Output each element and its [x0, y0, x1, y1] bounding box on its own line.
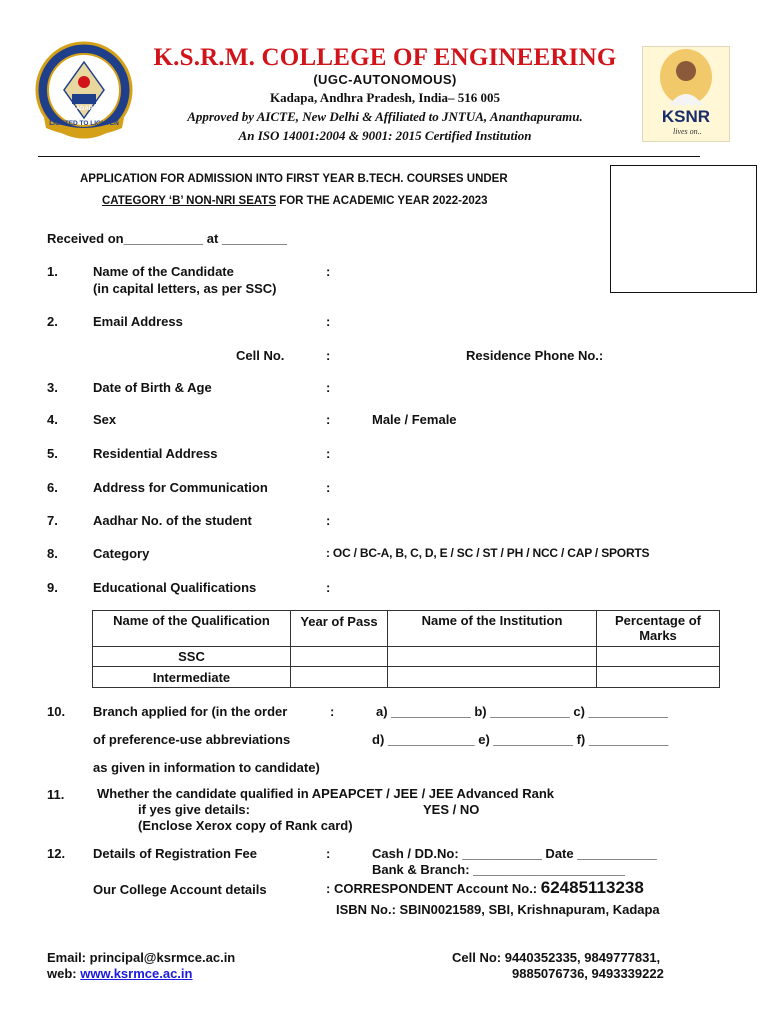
colon: :	[326, 264, 331, 279]
email-label: Email Address	[93, 314, 183, 329]
college-location: Kadapa, Andhra Pradesh, India– 516 005	[269, 90, 501, 105]
category-options[interactable]: : OC / BC-A, B, C, D, E / SC / ST / PH / NCC / CAP / SPORTS	[326, 546, 650, 560]
education-label: Educational Qualifications	[93, 580, 257, 595]
col-institution: Name of the Institution	[388, 611, 597, 647]
web-label: web:	[47, 966, 81, 981]
rank-enclose-note: (Enclose Xerox copy of Rank card)	[138, 818, 353, 833]
field-number: 2.	[47, 314, 58, 329]
founder-logo-tagline: lives on..	[673, 127, 702, 136]
registration-fee-label: Details of Registration Fee	[93, 846, 257, 861]
communication-address-label: Address for Communication	[93, 480, 268, 495]
isbn-details: ISBN No.: SBIN0021589, SBI, Krishnapuram, Kadapa	[336, 902, 660, 917]
rank-details-label: if yes give details:	[138, 802, 250, 817]
category-label: Category	[93, 546, 150, 561]
header-divider	[38, 156, 700, 157]
cell-ssc-year[interactable]	[291, 647, 388, 667]
footer-email: Email: principal@ksrmce.ac.in	[47, 950, 236, 965]
table-row[interactable]	[93, 647, 720, 667]
field-number: 8.	[47, 546, 58, 561]
branch-label-cont2: as given in information to candidate)	[93, 760, 320, 775]
sex-options[interactable]: Male / Female	[372, 412, 457, 427]
colon: :	[326, 380, 331, 395]
col-percentage: Percentage of Marks	[597, 611, 720, 647]
residential-address-label: Residential Address	[93, 446, 218, 461]
colon: :	[326, 513, 331, 528]
field-number: 10.	[47, 704, 66, 719]
fee-payment-field[interactable]: Cash / DD.No: ___________ Date ___________	[372, 846, 657, 861]
certification-line: An ISO 14001:2004 & 9001: 2015 Certified Institution	[238, 128, 532, 143]
colon: :	[326, 412, 331, 427]
qualification-table	[92, 610, 720, 688]
application-title-line1: APPLICATION FOR ADMISSION INTO FIRST YEAR B.TECH. COURSES UNDER	[80, 173, 508, 185]
founder-logo-name: KSNR	[661, 107, 711, 126]
autonomy-status: (UGC-AUTONOMOUS)	[313, 72, 457, 87]
colon: :	[330, 704, 335, 719]
category-seats: CATEGORY ‘B’ NON-NRI SEATS	[102, 195, 277, 207]
field-number: 3.	[47, 380, 58, 395]
field-number: 9.	[47, 580, 58, 595]
rank-question: Whether the candidate qualified in APEAPCET / JEE / JEE Advanced Rank	[97, 786, 555, 801]
footer-cell-line1: Cell No: 9440352335, 9849777831,	[452, 950, 661, 965]
account-details	[326, 878, 644, 898]
table-header-row	[93, 611, 720, 647]
photo-box[interactable]	[610, 165, 757, 293]
dob-age-label: Date of Birth & Age	[93, 380, 212, 395]
candidate-name-hint: (in capital letters, as per SSC)	[93, 281, 277, 296]
account-number: 62485113238	[540, 878, 644, 897]
field-number: 6.	[47, 480, 58, 495]
logo-motto: LIGHTED TO LIGHTEN	[49, 120, 119, 127]
logo-place: KADAPA	[71, 106, 97, 112]
footer-cell-line2: 9885076736, 9493339222	[512, 966, 664, 981]
cell-ssc-percentage[interactable]	[597, 647, 720, 667]
row-intermediate: Intermediate	[93, 667, 291, 688]
field-number: 11.	[47, 787, 65, 802]
rank-yes-no[interactable]: YES / NO	[423, 802, 480, 817]
field-number: 1.	[47, 264, 58, 279]
aadhar-label: Aadhar No. of the student	[93, 513, 252, 528]
received-on-field[interactable]: Received on___________ at _________	[47, 231, 287, 246]
row-ssc: SSC	[93, 647, 291, 667]
col-year-of-pass: Year of Pass	[291, 611, 388, 647]
college-name: K.S.R.M. COLLEGE OF ENGINEERING	[153, 44, 617, 71]
field-number: 5.	[47, 446, 58, 461]
cell-ssc-institution[interactable]	[388, 647, 597, 667]
colon: :	[326, 314, 331, 329]
academic-year: FOR THE ACADEMIC YEAR 2022-2023	[276, 195, 488, 207]
bank-branch-field[interactable]: Bank & Branch: _____________________	[372, 862, 625, 877]
residence-phone-label: Residence Phone No.:	[466, 348, 604, 363]
colon: :	[326, 480, 331, 495]
branch-label-cont: of preference-use abbreviations	[93, 732, 291, 747]
colon: :	[326, 846, 331, 861]
cell-inter-institution[interactable]	[388, 667, 597, 688]
candidate-name-label: Name of the Candidate	[93, 264, 234, 279]
sex-label: Sex	[93, 412, 117, 427]
footer-web	[47, 966, 192, 981]
col-qualification: Name of the Qualification	[93, 611, 291, 647]
field-number: 12.	[47, 846, 66, 861]
colon: :	[326, 348, 331, 363]
account-prefix: : CORRESPONDENT Account No.:	[326, 881, 541, 896]
field-number: 7.	[47, 513, 58, 528]
branch-label: Branch applied for (in the order	[93, 704, 288, 719]
cell-no-label: Cell No.	[236, 348, 285, 363]
account-details-label: Our College Account details	[93, 882, 267, 897]
colon: :	[326, 580, 331, 595]
branch-preferences-abc[interactable]: a) ___________ b) ___________ c) ___________	[376, 704, 669, 719]
colon: :	[326, 446, 331, 461]
cell-inter-year[interactable]	[291, 667, 388, 688]
website-link[interactable]: www.ksrmce.ac.in	[80, 966, 193, 981]
table-row[interactable]	[93, 667, 720, 688]
approval-line: Approved by AICTE, New Delhi & Affiliated to JNTUA, Ananthapuramu.	[187, 109, 583, 124]
application-title-line2	[102, 195, 488, 207]
branch-preferences-def[interactable]: d) ____________ e) ___________ f) ___________	[372, 732, 669, 747]
cell-inter-percentage[interactable]	[597, 667, 720, 688]
field-number: 4.	[47, 412, 58, 427]
